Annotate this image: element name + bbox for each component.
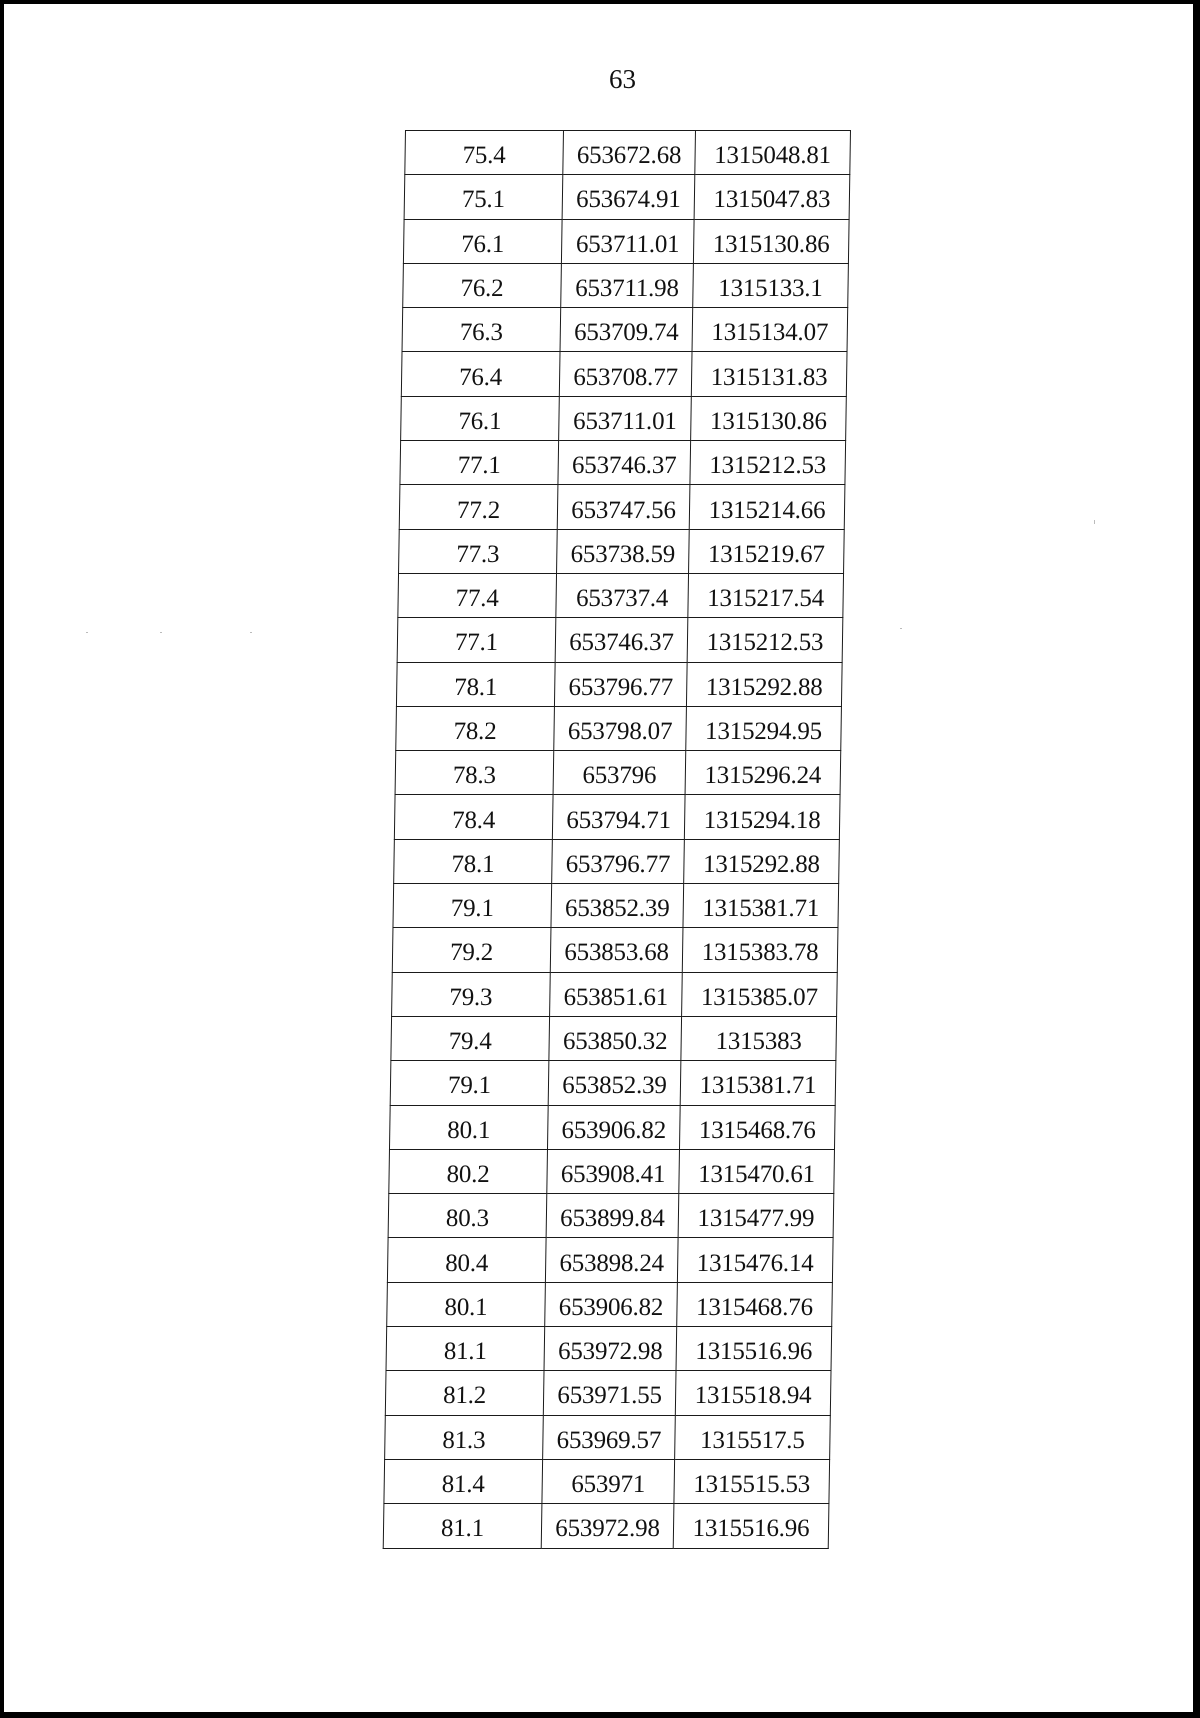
y-coordinate-cell: 1315219.67: [689, 529, 845, 573]
y-coordinate-cell: 1315292.88: [686, 662, 842, 706]
point-id-cell: 81.4: [384, 1459, 543, 1503]
point-id-cell: 81.3: [385, 1415, 544, 1459]
point-id-cell: 79.2: [392, 928, 551, 972]
scan-speck: [160, 632, 162, 633]
x-coordinate-cell: 653972.98: [544, 1327, 677, 1371]
table-row: [404, 175, 850, 219]
point-id-cell: 76.1: [403, 219, 562, 263]
scan-speck: [900, 628, 902, 629]
x-coordinate-cell: 653709.74: [560, 308, 693, 352]
y-coordinate-cell: 1315047.83: [694, 175, 850, 219]
y-coordinate-cell: 1315470.61: [679, 1149, 835, 1193]
y-coordinate-cell: 1315515.53: [674, 1459, 830, 1503]
point-id-cell: 81.2: [385, 1371, 544, 1415]
table-row: [401, 352, 847, 396]
y-coordinate-cell: 1315212.53: [690, 441, 846, 485]
point-id-cell: 78.1: [396, 662, 555, 706]
y-coordinate-cell: 1315130.86: [691, 396, 847, 440]
x-coordinate-cell: 653852.39: [548, 1061, 681, 1105]
x-coordinate-cell: 653711.98: [561, 263, 694, 307]
y-coordinate-cell: 1315385.07: [682, 972, 838, 1016]
y-coordinate-cell: 1315214.66: [689, 485, 845, 529]
x-coordinate-cell: 653898.24: [545, 1238, 678, 1282]
scan-speck: [1094, 520, 1095, 524]
table-row: [392, 928, 838, 972]
point-id-cell: 79.1: [390, 1061, 549, 1105]
point-id-cell: 75.4: [405, 131, 564, 175]
table-row: [385, 1371, 831, 1415]
point-id-cell: 79.3: [392, 972, 551, 1016]
point-id-cell: 78.4: [394, 795, 553, 839]
table-row: [397, 618, 843, 662]
table-row: [396, 662, 842, 706]
table-row: [389, 1149, 835, 1193]
table-row: [393, 884, 839, 928]
point-id-cell: 80.1: [387, 1282, 546, 1326]
x-coordinate-cell: 653798.07: [554, 706, 687, 750]
table-row: [398, 573, 844, 617]
y-coordinate-cell: 1315296.24: [685, 751, 841, 795]
y-coordinate-cell: 1315217.54: [688, 573, 844, 617]
x-coordinate-cell: 653971.55: [543, 1371, 676, 1415]
table-row: [399, 485, 845, 529]
table-row: [391, 1016, 837, 1060]
x-coordinate-cell: 653747.56: [557, 485, 690, 529]
point-id-cell: 81.1: [386, 1327, 545, 1371]
x-coordinate-cell: 653796.77: [552, 839, 685, 883]
y-coordinate-cell: 1315517.5: [675, 1415, 831, 1459]
point-id-cell: 81.1: [383, 1504, 542, 1548]
x-coordinate-cell: 653746.37: [558, 441, 691, 485]
table-row: [395, 751, 841, 795]
y-coordinate-cell: 1315048.81: [695, 131, 851, 175]
point-id-cell: 80.3: [388, 1194, 547, 1238]
y-coordinate-cell: 1315476.14: [677, 1238, 833, 1282]
y-coordinate-cell: 1315518.94: [675, 1371, 831, 1415]
y-coordinate-cell: 1315130.86: [693, 219, 849, 263]
x-coordinate-cell: 653906.82: [545, 1282, 678, 1326]
table-row: [394, 839, 840, 883]
table-row: [384, 1459, 830, 1503]
point-id-cell: 79.4: [391, 1016, 550, 1060]
x-coordinate-cell: 653796: [553, 751, 686, 795]
point-id-cell: 78.2: [396, 706, 555, 750]
table-row: [390, 1061, 836, 1105]
table-row: [388, 1194, 834, 1238]
coordinate-table-body: [383, 131, 850, 1549]
y-coordinate-cell: 1315212.53: [687, 618, 843, 662]
y-coordinate-cell: 1315516.96: [676, 1327, 832, 1371]
x-coordinate-cell: 653746.37: [555, 618, 688, 662]
point-id-cell: 80.4: [387, 1238, 546, 1282]
table-row: [387, 1238, 833, 1282]
coordinate-table: [383, 130, 851, 1549]
y-coordinate-cell: 1315516.96: [673, 1504, 829, 1548]
y-coordinate-cell: 1315134.07: [692, 308, 848, 352]
x-coordinate-cell: 653899.84: [546, 1194, 679, 1238]
x-coordinate-cell: 653711.01: [559, 396, 692, 440]
y-coordinate-cell: 1315131.83: [691, 352, 847, 396]
table-row: [402, 308, 848, 352]
scan-speck: [250, 632, 252, 633]
point-id-cell: 78.3: [395, 751, 554, 795]
table-row: [403, 263, 849, 307]
x-coordinate-cell: 653852.39: [551, 884, 684, 928]
y-coordinate-cell: 1315468.76: [679, 1105, 835, 1149]
point-id-cell: 80.1: [389, 1105, 548, 1149]
scan-speck: [86, 632, 88, 633]
y-coordinate-cell: 1315294.95: [686, 706, 842, 750]
point-id-cell: 76.3: [402, 308, 561, 352]
point-id-cell: 78.1: [394, 839, 553, 883]
y-coordinate-cell: 1315381.71: [683, 884, 839, 928]
point-id-cell: 75.1: [404, 175, 563, 219]
x-coordinate-cell: 653851.61: [550, 972, 683, 1016]
y-coordinate-cell: 1315292.88: [684, 839, 840, 883]
table-row: [386, 1327, 832, 1371]
y-coordinate-cell: 1315383.78: [682, 928, 838, 972]
point-id-cell: 77.2: [399, 485, 558, 529]
page-number: 63: [609, 64, 636, 94]
point-id-cell: 76.2: [403, 263, 562, 307]
table-row: [392, 972, 838, 1016]
y-coordinate-cell: 1315477.99: [678, 1194, 834, 1238]
x-coordinate-cell: 653972.98: [541, 1504, 674, 1548]
table-row: [389, 1105, 835, 1149]
x-coordinate-cell: 653672.68: [563, 131, 696, 175]
point-id-cell: 76.1: [401, 396, 560, 440]
point-id-cell: 77.4: [398, 573, 557, 617]
y-coordinate-cell: 1315133.1: [693, 263, 849, 307]
point-id-cell: 77.3: [399, 529, 558, 573]
table-row: [400, 441, 846, 485]
y-coordinate-cell: 1315294.18: [684, 795, 840, 839]
x-coordinate-cell: 653794.71: [552, 795, 685, 839]
point-id-cell: 80.2: [389, 1149, 548, 1193]
point-id-cell: 76.4: [401, 352, 560, 396]
x-coordinate-cell: 653674.91: [562, 175, 695, 219]
table-row: [399, 529, 845, 573]
x-coordinate-cell: 653906.82: [547, 1105, 680, 1149]
point-id-cell: 77.1: [397, 618, 556, 662]
x-coordinate-cell: 653908.41: [547, 1149, 680, 1193]
table-row: [403, 219, 849, 263]
x-coordinate-cell: 653971: [542, 1459, 675, 1503]
x-coordinate-cell: 653737.4: [556, 573, 689, 617]
table-row: [396, 706, 842, 750]
x-coordinate-cell: 653853.68: [550, 928, 683, 972]
table-row: [401, 396, 847, 440]
x-coordinate-cell: 653796.77: [554, 662, 687, 706]
x-coordinate-cell: 653711.01: [561, 219, 694, 263]
y-coordinate-cell: 1315381.71: [680, 1061, 836, 1105]
y-coordinate-cell: 1315468.76: [677, 1282, 833, 1326]
x-coordinate-cell: 653708.77: [559, 352, 692, 396]
table-row: [383, 1504, 829, 1548]
point-id-cell: 77.1: [400, 441, 559, 485]
x-coordinate-cell: 653850.32: [549, 1016, 682, 1060]
x-coordinate-cell: 653969.57: [543, 1415, 676, 1459]
table-row: [405, 131, 851, 175]
y-coordinate-cell: 1315383: [681, 1016, 837, 1060]
table-row: [394, 795, 840, 839]
x-coordinate-cell: 653738.59: [557, 529, 690, 573]
table-row: [387, 1282, 833, 1326]
point-id-cell: 79.1: [393, 884, 552, 928]
table-row: [385, 1415, 831, 1459]
